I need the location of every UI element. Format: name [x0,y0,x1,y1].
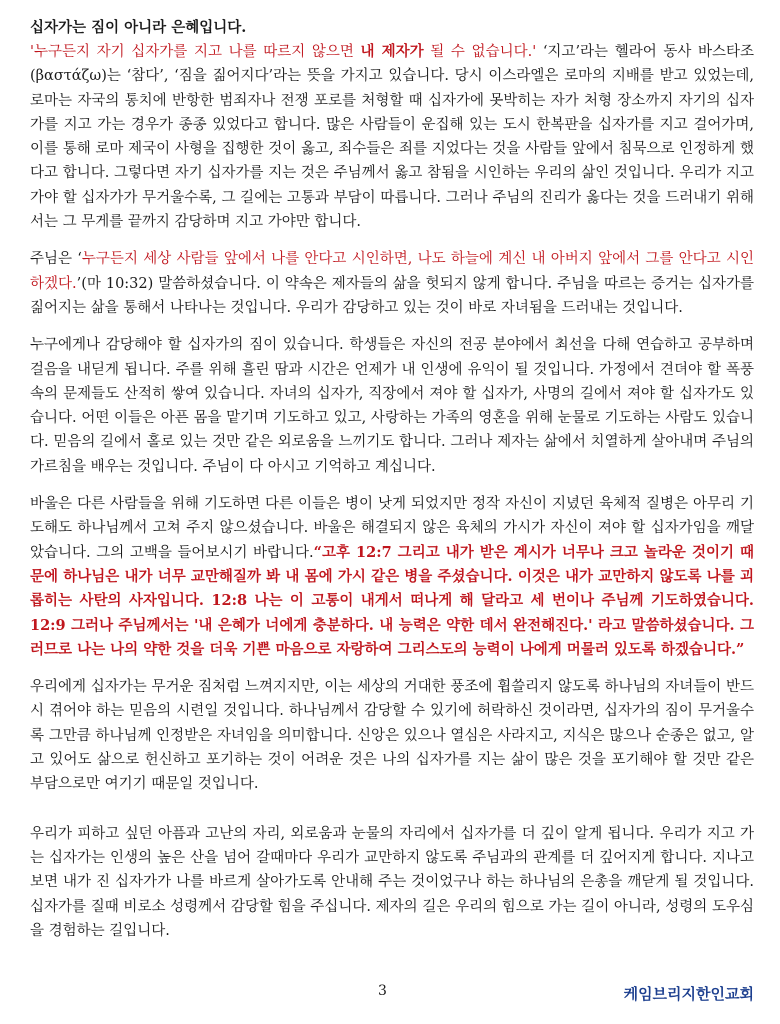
paragraph-4-text: 바울은 다른 사람들을 위해 기도하면 다른 이들은 병이 낫게 되었지만 정작 자신이 지녔던 육체적 질병은 아무리 기도해도 하나님께서 고쳐 주지 않으셨습니다. 바울은 해결되지 않은 육체의 가시가 자신이 져야 할 십자가임을 깨달았습니다. 그의 고백을 들어보시기 바랍니다. [30,496,754,561]
paragraph-5: 우리에게 십자가는 무거운 짐처럼 느껴지지만, 이는 세상의 거대한 풍조에 휩쓸리지 않도록 하나님의 자녀들이 반드시 겪어야 하는 믿음의 시련일 것입니다. 하나님께서 감당할 수 있기에 허락하신 것이라면, 십자가의 짐이 무거울수록 그만큼 하나님께 인정받은 자녀임을 의미합니다. 신앙은 있으나 열심은 사라지고, 지식은 많으나 순종은 없고, 알고 있어도 삶으로 헌신하고 포기하는 것이 어려운 것은 나의 십자가를 지는 삶이 많은 것을 포기해야 할 것만 같은 부담으로만 여기기 때문일 것입니다. [30,679,754,793]
paragraph-2 [30,247,754,320]
church-name: 케임브리지한인교회 [623,985,754,1003]
paragraph-2-text: ’(마 10:32) 말씀하셨습니다. 이 약속은 제자들의 삶을 헛되지 않게 합니다. 주님을 따르는 증거는 십자가를 짊어지는 삶을 통해서 나타나는 것입니다. 우리가 감당하고 있는 것이 바로 자녀됨을 드러내는 것입니다. [30,275,754,316]
paragraph-4 [30,492,754,662]
scripture-quote-open: '누구든지 자기 십자가를 지고 나를 따르지 않으면 [30,44,361,60]
scripture-block-quote: “고후 12:7 그리고 내가 받은 계시가 너무나 크고 놀라운 것이기 때문에 하나님은 내가 너무 교만해질까 봐 내 몸에 가시 같은 병을 주셨습니다. 이것은 내가 교만하지 않도록 나를 괴롭히는 사탄의 사자입니다. 12:8 나는 이 고통이 내게서 떠나게 해 달라고 세 번이나 주님께 기도하였습니다. 12:9 그러나 주님께서는 '내 은혜가 너에게 충분하다. 내 능력은 약한 데서 완전해진다.' 라고 말씀하셨습니다. 그러므로 나는 나의 약한 것을 더욱 기쁜 마음으로 자랑하여 그리스도의 능력이 나에게 머물러 있도록 하겠습니다.” [30,543,754,658]
paragraph-3: 누구에게나 감당해야 할 십자가의 짐이 있습니다. 학생들은 자신의 전공 분야에서 최선을 다해 연습하고 공부하며 걸음을 내딛게 됩니다. 주를 위해 흘린 땀과 시간은 언제가 내 인생에 유익이 될 것입니다. 가정에서 견뎌야 할 폭풍속의 문제들도 산적히 쌓여 있습니다. 자녀의 십자가, 직장에서 져야 할 십자가, 사명의 길에서 져야 할 십자가도 있습니다. 어떤 이들은 아픈 몸을 맡기며 기도하고 있고, 사랑하는 가족의 영혼을 위해 눈물로 기도하는 사람도 있습니다. 믿음의 길에서 홀로 있는 것만 같은 외로움을 느끼기도 합니다. 그러나 제자는 삶에서 치열하게 살아내며 주님의 가르침을 배우는 것입니다. 주님이 다 아시고 기억하고 계십니다. [30,337,754,475]
paragraph-1 [30,40,754,234]
paragraph-1-text: ‘지고’라는 헬라어 동사 바스타조 (βαστάζω)는 ‘참다’, ‘짐을 짊어지다’라는 뜻을 가지고 있습니다. 당시 이스라엘은 로마의 지배를 받고 있었는데, 로마는 자국의 통치에 반항한 범죄자나 전쟁 포로를 처형할 때 십자가에 못박히는 자가 처형 장소까지 자기의 십자가를 지고 가는 경우가 종종 있었다고 합니다. 많은 사람들이 운집해 있는 도시 한복판을 십자가를 지고 걸어가며, 이를 통해 로마 제국이 사형을 집행한 것이 옳고, 죄수들은 죄를 지었다는 것을 사람들 앞에서 침묵으로 인정하게 했다고 합니다. 그렇다면 자기 십자가를 지는 것은 주님께서 옳고 참됨을 시인하는 우리의 삶인 것입니다. 우리가 지고 가야 할 십자가가 무거울수록, 그 길에는 고통과 부담이 따릅니다. 그러나 주님의 진리가 옳다는 것을 드러내기 위해서는 그 무게를 끝까지 감당하며 지고 가야만 합니다. [30,44,755,231]
section-title: 십자가는 짐이 아니라 은혜입니다. [30,19,247,36]
document-body [30,16,754,956]
scripture-quote-emphasis: 내 제자가 [360,43,424,60]
paragraph-2-lead: 주님은 ‘ [30,251,82,268]
page-number: 3 [378,983,387,999]
scripture-quote: 누구든지 세상 사람들 앞에서 나를 안다고 시인하면, 나도 하늘에 계신 내 아버지 앞에서 그를 안다고 시인하겠다. [30,251,754,292]
paragraph-6: 우리가 피하고 싶던 아픔과 고난의 자리, 외로움과 눈물의 자리에서 십자가를 더 깊이 알게 됩니다. 우리가 지고 가는 십자가는 인생의 높은 산을 넘어 갈때마다 우리가 교만하지 않도록 주님과의 관계를 더 깊어지게 합니다. 지나고 보면 내가 진 십자가가 나를 바르게 살아가도록 안내해 주는 것이었구나 하는 하나님의 은총을 깨닫게 될 것입니다. 십자가를 질때 비로소 성령께서 감당할 힘을 주십니다. 제자의 길은 우리의 힘으로 가는 길이 아니라, 성령의 도우심을 경험하는 길입니다. [30,825,754,939]
scripture-quote-close: 될 수 없습니다.' [423,44,537,60]
